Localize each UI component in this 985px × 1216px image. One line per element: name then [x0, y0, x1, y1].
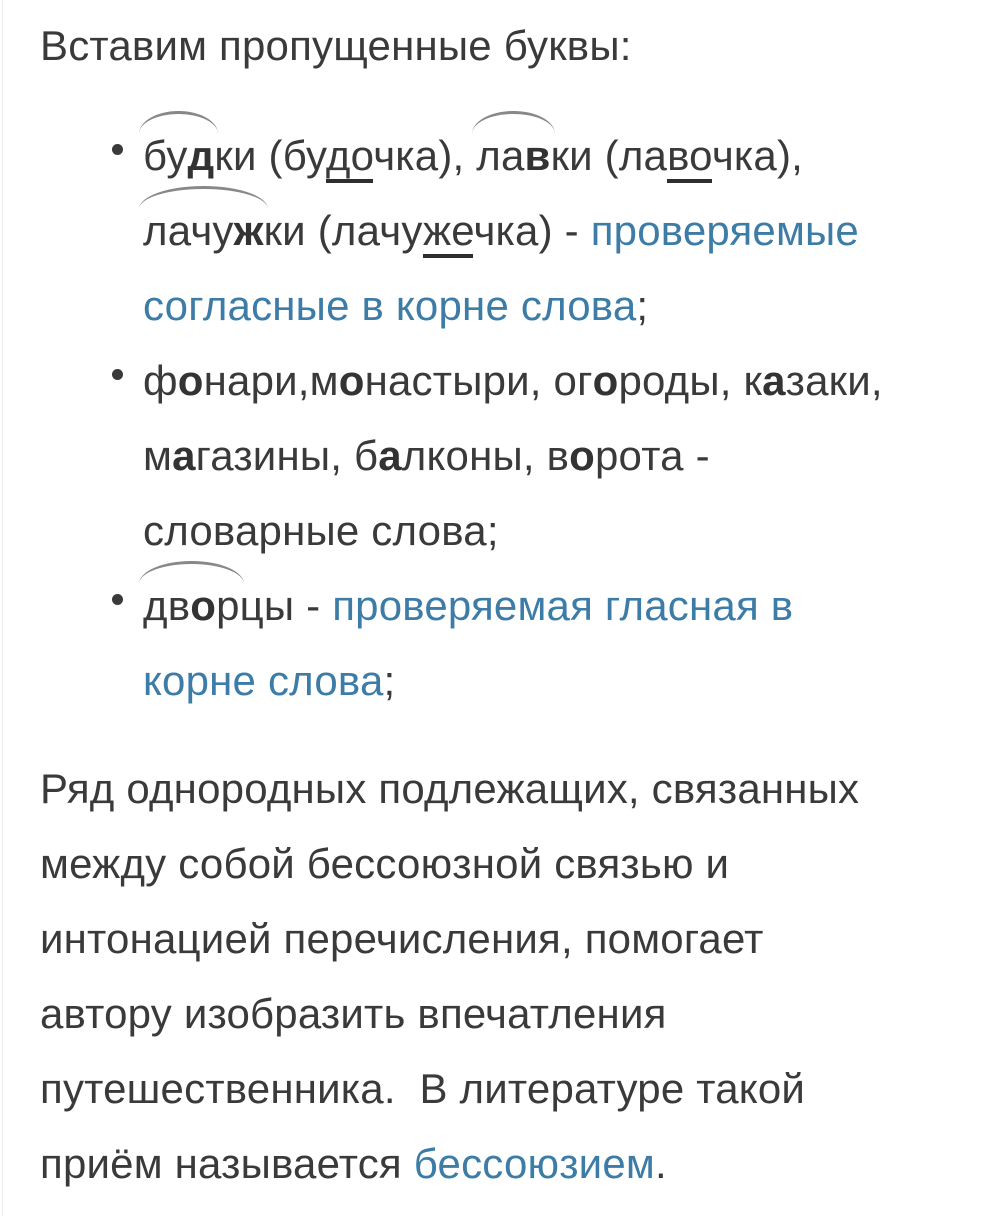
inserted-letter: а [762, 357, 786, 404]
root-arc-lavki [476, 118, 550, 193]
text-fragment: дв [143, 582, 191, 629]
text-fragment: нари,м [203, 357, 339, 404]
text-fragment: ; [636, 282, 649, 329]
list-item-dictionary-words [143, 343, 945, 568]
list-item-checked-vowel [143, 568, 945, 718]
text-fragment: газины, б [195, 432, 379, 479]
text-fragment: чка), [373, 132, 477, 179]
inserted-letter: а [378, 432, 402, 479]
text-fragment: ки (ла [550, 132, 668, 179]
text-fragment: ки (бу [214, 132, 326, 179]
paragraph-line: интонацией перечисления, помогает [40, 915, 764, 962]
text-fragment: чка) - [473, 207, 591, 254]
inserted-letter: о [338, 357, 365, 404]
underlined-letters: во [667, 132, 712, 183]
paragraph-line: автору изобразить впечатления [40, 990, 667, 1037]
paragraph-line: Ряд однородных подлежащих, связанных [40, 765, 860, 812]
text-fragment: . [654, 1140, 667, 1187]
paragraph-line: приём называется [40, 1140, 414, 1187]
link-text: проверяемая гласная в [332, 582, 794, 629]
link-text: согласные в корне слова [143, 282, 637, 329]
page-title: Вставим пропущенные буквы: [40, 22, 632, 69]
text-fragment: настыри, ог [364, 357, 593, 404]
text-fragment: лачу [143, 207, 234, 254]
answer-list [40, 118, 945, 718]
paragraph-line: путешественника. В литературе такой [40, 1065, 806, 1112]
text-fragment: словарные слова; [143, 507, 499, 554]
root-arc-budki [143, 118, 214, 193]
underlined-letters: до [326, 132, 373, 183]
inserted-letter: в [524, 132, 551, 179]
inserted-letter: д [187, 132, 215, 179]
inserted-letter: о [177, 357, 204, 404]
text-fragment: лконы, в [401, 432, 570, 479]
root-arc-dvortsy [143, 568, 240, 643]
inserted-letter: ж [233, 207, 264, 254]
list-item-checked-consonants [143, 118, 945, 343]
text-fragment: ки (лачу [263, 207, 423, 254]
text-fragment: ; [383, 657, 396, 704]
inserted-letter: о [592, 357, 619, 404]
text-fragment: ф [143, 357, 178, 404]
link-text: корне слова [143, 657, 384, 704]
inserted-letter: о [190, 582, 217, 629]
text-fragment: роды, к [618, 357, 763, 404]
text-fragment: цы - [239, 582, 333, 629]
inserted-letter: а [172, 432, 196, 479]
root-arc-lachuzhki [143, 193, 264, 268]
underlined-letters: же [423, 207, 473, 258]
paragraph-line: между собой бессоюзной связью и [40, 840, 730, 887]
text-fragment: ла [476, 132, 525, 179]
text-fragment: р [216, 582, 240, 629]
link-text: проверяемые [590, 207, 859, 254]
text-fragment: м [143, 432, 173, 479]
text-fragment: заки, [785, 357, 883, 404]
text-fragment: чка), [711, 132, 804, 179]
text-fragment: рота - [595, 432, 710, 479]
left-edge-divider [2, 0, 3, 1216]
text-fragment: бу [143, 132, 188, 179]
link-bessoyuzie[interactable]: бессоюзием [413, 1140, 655, 1187]
inserted-letter: о [569, 432, 595, 479]
explanation-paragraph [40, 751, 945, 1201]
